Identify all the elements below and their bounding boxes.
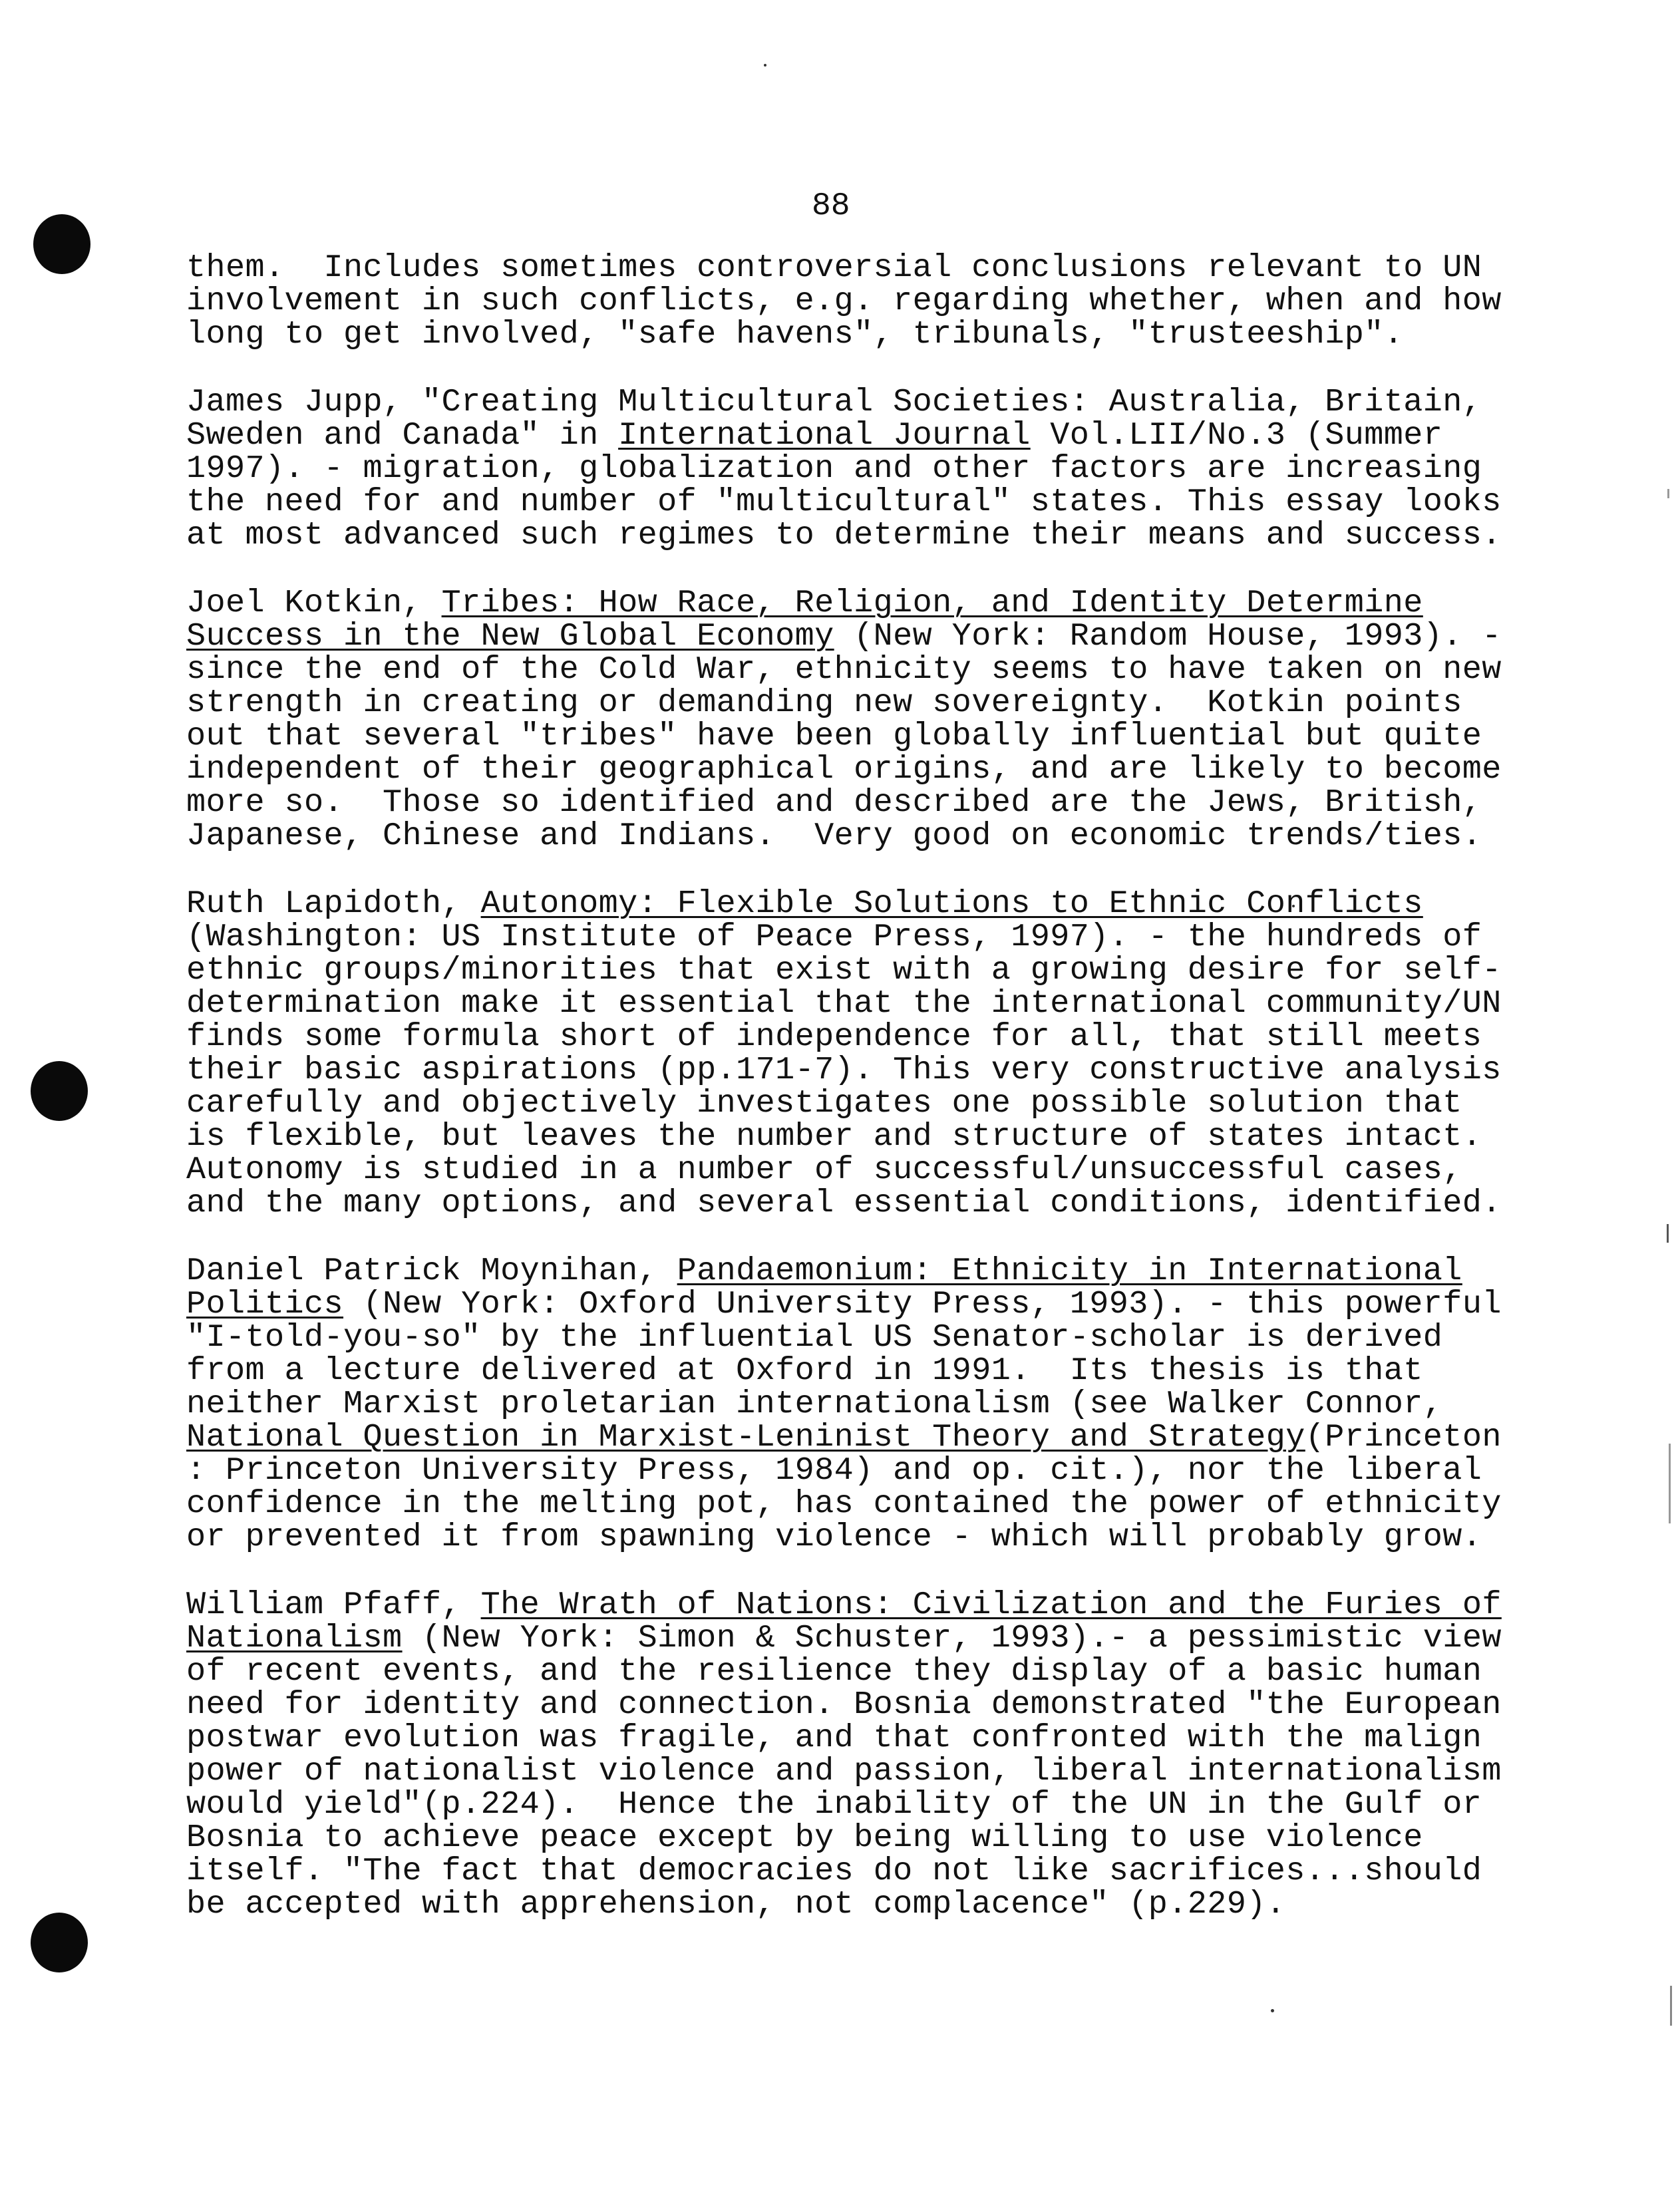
- text-line: [186, 1521, 1490, 1554]
- text-segment: (Princeton: [1305, 1419, 1502, 1456]
- text-line: [186, 251, 1490, 285]
- text-line: [186, 1454, 1490, 1487]
- bibliography-entry: [186, 585, 1502, 854]
- text-line: [186, 720, 1490, 753]
- text-segment: (Washington: US Institute of Peace Press, 1997). - the hundreds of: [186, 919, 1482, 955]
- text-segment: Autonomy is studied in a number of successful/unsuccessful cases,: [186, 1152, 1462, 1188]
- text-segment: James Jupp, "Creating Multicultural Societies: Australia, Britain,: [186, 384, 1482, 420]
- text-line: [186, 1821, 1490, 1855]
- underlined-title: International Journal: [618, 417, 1031, 454]
- text-segment: postwar evolution was fragile, and that confronted with the malign: [186, 1720, 1482, 1756]
- text-segment: Daniel Patrick Moynihan,: [186, 1253, 677, 1289]
- text-line: [186, 618, 1502, 655]
- text-segment: Sweden and Canada" in: [186, 417, 619, 454]
- text-segment: confidence in the melting pot, has contained the power of ethnicity: [186, 1486, 1502, 1522]
- underlined-title: Autonomy: Flexible Solutions to Ethnic Conflicts: [480, 885, 1423, 922]
- underlined-title: Pandaemonium: Ethnicity in International: [677, 1253, 1462, 1289]
- scan-edge-mark: [1667, 1224, 1669, 1243]
- text-segment: 1997). - migration, globalization and other factors are increasing: [186, 450, 1482, 487]
- text-segment: from a lecture delivered at Oxford in 1991. Its thesis is that: [186, 1352, 1423, 1389]
- text-segment: strength in creating or demanding new sovereignty. Kotkin points: [186, 685, 1462, 721]
- underlined-title: The Wrath of Nations: Civilization and the Furies of: [480, 1587, 1502, 1623]
- text-line: [186, 1620, 1502, 1656]
- text-segment: and the many options, and several essential conditions, identified.: [186, 1185, 1502, 1221]
- text-segment: Joel Kotkin,: [186, 585, 442, 621]
- text-segment: is flexible, but leaves the number and structure of states intact.: [186, 1118, 1482, 1155]
- page-number: 88: [812, 188, 850, 224]
- text-segment: Bosnia to achieve peace except by being willing to use violence: [186, 1819, 1423, 1856]
- text-segment: need for identity and connection. Bosnia demonstrated "the European: [186, 1686, 1502, 1723]
- text-line: [186, 517, 1502, 553]
- punch-hole-bottom: [31, 1913, 88, 1972]
- bibliography-entries: [186, 249, 1502, 1956]
- text-line: [186, 386, 1490, 419]
- text-line: [186, 651, 1502, 688]
- text-segment: power of nationalist violence and passion, liberal internationalism: [186, 1753, 1502, 1790]
- underlined-title: Nationalism: [186, 1620, 403, 1656]
- text-segment: long to get involved, "safe havens", tribunals, "trusteeship".: [186, 316, 1404, 353]
- text-line: [186, 484, 1502, 520]
- text-line: [186, 452, 1490, 486]
- text-line: [186, 1388, 1490, 1421]
- text-segment: would yield"(p.224). Hence the inability of the UN in the Gulf or: [186, 1786, 1482, 1823]
- bibliography-entry: [186, 1587, 1502, 1923]
- text-line: [186, 1185, 1502, 1221]
- punch-hole-middle: [31, 1061, 88, 1121]
- text-line: [186, 318, 1490, 351]
- text-line: [186, 419, 1490, 452]
- text-line: [186, 1255, 1490, 1288]
- text-line: [186, 1321, 1490, 1354]
- bibliography-entry: [186, 885, 1502, 1221]
- underlined-title: Tribes: How Race, Religion, and Identity Determine: [441, 585, 1423, 621]
- underlined-title: Success in the New Global Economy: [186, 618, 834, 655]
- text-segment: (New York: Oxford University Press, 1993). - this powerful: [343, 1286, 1502, 1323]
- text-segment: independent of their geographical origins, and are likely to become: [186, 751, 1502, 788]
- text-line: [186, 1354, 1490, 1388]
- text-segment: (New York: Random House, 1993). -: [834, 618, 1502, 655]
- text-segment: of recent events, and the resilience they display of a basic human: [186, 1653, 1482, 1690]
- text-segment: : Princeton University Press, 1984) and op. cit.), nor the liberal: [186, 1452, 1482, 1489]
- text-line: [186, 1855, 1490, 1888]
- text-segment: at most advanced such regimes to determine their means and success.: [186, 517, 1502, 553]
- bibliography-entry: [186, 249, 1502, 353]
- text-line: [186, 1286, 1502, 1323]
- text-segment: them. Includes sometimes controversial conclusions relevant to UN: [186, 249, 1482, 286]
- text-segment: the need for and number of "multicultural" states. This essay looks: [186, 484, 1502, 520]
- text-segment: more so. Those so identified and described are the Jews, British,: [186, 784, 1482, 821]
- text-segment: Vol.LII/No.3 (Summer: [1030, 417, 1443, 454]
- text-line: [186, 952, 1502, 989]
- scan-speck: [1271, 2009, 1274, 2012]
- text-segment: finds some formula short of independence for all, that still meets: [186, 1018, 1482, 1055]
- text-segment: since the end of the Cold War, ethnicity seems to have taken on new: [186, 651, 1502, 688]
- text-segment: (New York: Simon & Schuster, 1993).- a pessimistic view: [402, 1620, 1502, 1656]
- text-line: [186, 1120, 1490, 1154]
- text-line: [186, 1686, 1502, 1723]
- text-line: [186, 1486, 1502, 1522]
- scan-edge-mark: [1669, 1444, 1671, 1523]
- text-segment: or prevented it from spawning violence - which will probably grow.: [186, 1519, 1482, 1555]
- text-segment: Japanese, Chinese and Indians. Very good on economic trends/ties.: [186, 818, 1482, 854]
- text-line: [186, 687, 1490, 720]
- text-line: [186, 751, 1502, 788]
- scan-edge-mark: [1670, 1986, 1672, 2026]
- text-segment: neither Marxist proletarian internationalism (see Walker Connor,: [186, 1386, 1443, 1422]
- text-segment: William Pfaff,: [186, 1587, 481, 1623]
- text-line: [186, 1722, 1490, 1755]
- text-segment: ethnic groups/minorities that exist with a growing desire for self-: [186, 952, 1502, 989]
- text-line: [186, 1655, 1490, 1688]
- text-line: [186, 283, 1502, 319]
- text-line: [186, 887, 1490, 921]
- text-line: [186, 1052, 1502, 1088]
- text-line: [186, 1020, 1490, 1054]
- text-segment: be accepted with apprehension, not complacence" (p.229).: [186, 1886, 1286, 1923]
- text-line: [186, 1087, 1490, 1120]
- text-line: [186, 1888, 1490, 1921]
- text-segment: carefully and objectively investigates one possible solution that: [186, 1085, 1462, 1122]
- scan-edge-mark: [1667, 489, 1669, 498]
- bibliography-entry: [186, 1253, 1502, 1555]
- bibliography-entry: [186, 384, 1502, 553]
- underlined-title: National Question in Marxist-Leninist Theory and Strategy: [186, 1419, 1305, 1456]
- text-segment: out that several "tribes" have been globally influential but quite: [186, 718, 1482, 754]
- text-line: [186, 1154, 1490, 1187]
- text-segment: "I-told-you-so" by the influential US Senator-scholar is derived: [186, 1319, 1443, 1356]
- punch-hole-top: [33, 214, 90, 274]
- text-line: [186, 1587, 1502, 1623]
- text-segment: Ruth Lapidoth,: [186, 885, 481, 922]
- text-line: [186, 921, 1490, 954]
- text-line: [186, 587, 1490, 620]
- text-line: [186, 985, 1502, 1022]
- scan-speck: [764, 64, 766, 67]
- text-segment: involvement in such conflicts, e.g. regarding whether, when and how: [186, 283, 1502, 319]
- text-line: [186, 1419, 1502, 1456]
- underlined-title: Politics: [186, 1286, 344, 1323]
- text-line: [186, 1753, 1502, 1790]
- text-line: [186, 820, 1490, 853]
- text-segment: their basic aspirations (pp.171-7). This very constructive analysis: [186, 1052, 1502, 1088]
- text-line: [186, 1788, 1490, 1821]
- text-segment: determination make it essential that the international community/UN: [186, 985, 1502, 1022]
- text-line: [186, 786, 1490, 820]
- text-segment: itself. "The fact that democracies do not like sacrifices...should: [186, 1853, 1482, 1889]
